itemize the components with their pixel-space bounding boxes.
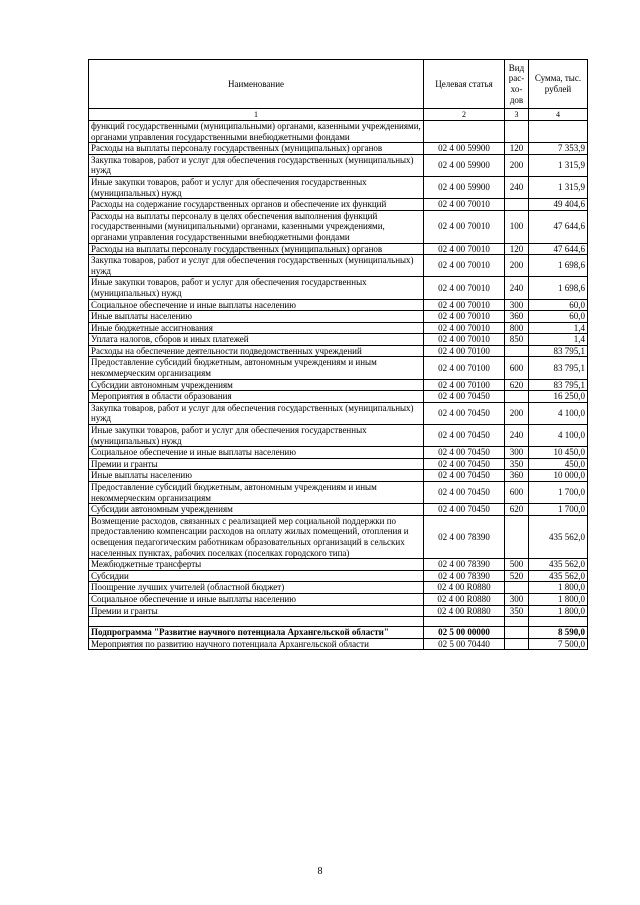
row-code: 02 4 00 70010 — [424, 299, 505, 311]
row-sum: 1 800,0 — [529, 582, 588, 594]
table-row — [89, 299, 588, 311]
row-vid: 240 — [505, 176, 529, 198]
table-row — [89, 379, 588, 391]
row-name: Иные бюджетные ассигнования — [89, 322, 424, 334]
row-name: Расходы на выплаты персоналу государственных (муниципальных) органов — [89, 243, 424, 255]
row-vid: 350 — [505, 458, 529, 470]
row-vid: 300 — [505, 299, 529, 311]
table-row — [89, 402, 588, 424]
row-vid: 850 — [505, 334, 529, 346]
row-code: 02 4 00 70450 — [424, 402, 505, 424]
row-name: Иные выплаты населению — [89, 470, 424, 482]
row-name: Расходы на содержание государственных органов и обеспечение их функций — [89, 199, 424, 211]
row-name: Субсидии автономным учреждениям — [89, 504, 424, 516]
row-vid: 200 — [505, 255, 529, 277]
row-sum: 10 450,0 — [529, 447, 588, 459]
row-sum: 1,4 — [529, 334, 588, 346]
table-row — [89, 470, 588, 482]
page-number: 8 — [317, 866, 323, 877]
row-name: Расходы на выплаты персоналу государственных (муниципальных) органов — [89, 143, 424, 155]
row-sum: 1 800,0 — [529, 593, 588, 605]
row-name: Иные закупки товаров, работ и услуг для обеспечения государственных (муниципальных) нужд — [89, 277, 424, 299]
row-code — [424, 617, 505, 627]
row-sum: 1 800,0 — [529, 605, 588, 617]
row-vid: 620 — [505, 504, 529, 516]
col-num-1: 1 — [89, 109, 424, 121]
row-name: Межбюджетные трансферты — [89, 559, 424, 571]
row-name: Мероприятия в области образования — [89, 391, 424, 403]
row-code: 02 4 00 78390 — [424, 570, 505, 582]
row-code: 02 4 00 70450 — [424, 447, 505, 459]
row-code: 02 4 00 R0880 — [424, 605, 505, 617]
row-name: Премии и гранты — [89, 458, 424, 470]
table-row — [89, 627, 588, 639]
col-num-4: 4 — [529, 109, 588, 121]
row-code: 02 4 00 70450 — [424, 470, 505, 482]
row-code: 02 4 00 59900 — [424, 143, 505, 155]
row-vid: 360 — [505, 311, 529, 323]
row-sum: 1 700,0 — [529, 482, 588, 504]
row-name: Возмещение расходов, связанных с реализацией мер социальной поддержки по предоставлению компенсации расходов на оплату жилых помещений, отопления и освещения педагогическим работникам образовательных организаций в сельских населенных пунктах, рабочих поселках (поселках городского типа) — [89, 515, 424, 558]
row-sum: 4 100,0 — [529, 425, 588, 447]
table-row — [89, 345, 588, 357]
row-vid: 200 — [505, 402, 529, 424]
row-vid — [505, 617, 529, 627]
row-vid: 360 — [505, 470, 529, 482]
row-name: Субсидии — [89, 570, 424, 582]
row-sum: 16 250,0 — [529, 391, 588, 403]
row-code: 02 4 00 70010 — [424, 277, 505, 299]
table-row — [89, 322, 588, 334]
row-name: Мероприятия по развитию научного потенциала Архангельской области — [89, 638, 424, 650]
row-name: Премии и гранты — [89, 605, 424, 617]
row-vid — [505, 391, 529, 403]
row-sum: 7 353,9 — [529, 143, 588, 155]
row-vid: 600 — [505, 482, 529, 504]
row-name: Предоставление субсидий бюджетным, автономным учреждениям и иным некоммерческим организациям — [89, 357, 424, 379]
row-sum: 8 590,0 — [529, 627, 588, 639]
row-name: Закупка товаров, работ и услуг для обеспечения государственных (муниципальных) нужд — [89, 154, 424, 176]
table-row — [89, 199, 588, 211]
row-code: 02 5 00 00000 — [424, 627, 505, 639]
row-vid: 300 — [505, 593, 529, 605]
row-vid: 120 — [505, 243, 529, 255]
table-row — [89, 357, 588, 379]
row-code: 02 4 00 R0880 — [424, 593, 505, 605]
row-sum: 4 100,0 — [529, 402, 588, 424]
budget-table — [88, 59, 588, 650]
row-vid — [505, 515, 529, 558]
row-name: Иные выплаты населению — [89, 311, 424, 323]
table-row — [89, 559, 588, 571]
row-sum: 49 404,6 — [529, 199, 588, 211]
row-code: 02 4 00 70100 — [424, 379, 505, 391]
row-name: Подпрограмма "Развитие научного потенциала Архангельской области" — [89, 627, 424, 639]
table-row — [89, 515, 588, 558]
row-name — [89, 617, 424, 627]
table-row — [89, 255, 588, 277]
row-name: Закупка товаров, работ и услуг для обеспечения государственных (муниципальных) нужд — [89, 402, 424, 424]
row-name: Социальное обеспечение и иные выплаты населению — [89, 447, 424, 459]
row-code: 02 4 00 78390 — [424, 515, 505, 558]
row-vid: 240 — [505, 277, 529, 299]
table-row — [89, 210, 588, 243]
row-vid: 600 — [505, 357, 529, 379]
row-vid — [505, 627, 529, 639]
col-num-2: 2 — [424, 109, 505, 121]
table-row — [89, 570, 588, 582]
table-row — [89, 605, 588, 617]
table-row — [89, 582, 588, 594]
row-code: 02 4 00 R0880 — [424, 582, 505, 594]
row-sum: 83 795,1 — [529, 379, 588, 391]
row-code: 02 4 00 59900 — [424, 176, 505, 198]
row-sum: 1 315,9 — [529, 176, 588, 198]
row-code: 02 4 00 70450 — [424, 482, 505, 504]
row-code: 02 4 00 70450 — [424, 425, 505, 447]
row-vid: 120 — [505, 143, 529, 155]
row-code: 02 4 00 70010 — [424, 334, 505, 346]
table-row — [89, 617, 588, 627]
table-row — [89, 391, 588, 403]
row-name: функций государственными (муниципальными) органами, казенными учреждениями, органами управления государственными внебюджетными фондами — [89, 121, 424, 143]
row-code: 02 4 00 70100 — [424, 357, 505, 379]
col-num-3: 3 — [505, 109, 529, 121]
row-sum: 1,4 — [529, 322, 588, 334]
row-name: Субсидии автономным учреждениям — [89, 379, 424, 391]
row-name: Поощрение лучших учителей (областной бюджет) — [89, 582, 424, 594]
row-sum — [529, 617, 588, 627]
row-vid: 350 — [505, 605, 529, 617]
row-sum: 435 562,0 — [529, 515, 588, 558]
row-sum: 47 644,6 — [529, 243, 588, 255]
table-row — [89, 176, 588, 198]
row-code: 02 4 00 70010 — [424, 322, 505, 334]
row-name: Закупка товаров, работ и услуг для обеспечения государственных (муниципальных) нужд — [89, 255, 424, 277]
table-row — [89, 154, 588, 176]
table-header-row — [89, 60, 588, 109]
row-vid — [505, 345, 529, 357]
column-number-row — [89, 109, 588, 121]
table-row — [89, 425, 588, 447]
table-row — [89, 482, 588, 504]
row-sum — [529, 121, 588, 143]
row-sum: 83 795,1 — [529, 357, 588, 379]
row-name: Социальное обеспечение и иные выплаты населению — [89, 593, 424, 605]
row-vid: 500 — [505, 559, 529, 571]
row-code: 02 4 00 70450 — [424, 391, 505, 403]
row-vid: 300 — [505, 447, 529, 459]
row-code: 02 4 00 70450 — [424, 458, 505, 470]
row-name: Уплата налогов, сборов и иных платежей — [89, 334, 424, 346]
row-code: 02 4 00 70100 — [424, 345, 505, 357]
row-sum: 435 562,0 — [529, 559, 588, 571]
row-sum: 10 000,0 — [529, 470, 588, 482]
row-name: Предоставление субсидий бюджетным, автономным учреждениям и иным некоммерческим организациям — [89, 482, 424, 504]
row-vid: 520 — [505, 570, 529, 582]
row-sum: 1 698,6 — [529, 277, 588, 299]
header-vid: Вид рас-хо-дов — [505, 60, 529, 109]
row-vid: 800 — [505, 322, 529, 334]
row-vid — [505, 582, 529, 594]
row-sum: 450,0 — [529, 458, 588, 470]
row-code — [424, 121, 505, 143]
row-code: 02 4 00 70010 — [424, 243, 505, 255]
row-name: Иные закупки товаров, работ и услуг для обеспечения государственных (муниципальных) нужд — [89, 425, 424, 447]
row-code: 02 4 00 78390 — [424, 559, 505, 571]
row-sum: 7 500,0 — [529, 638, 588, 650]
row-vid — [505, 121, 529, 143]
row-code: 02 4 00 70450 — [424, 504, 505, 516]
row-vid: 200 — [505, 154, 529, 176]
row-code: 02 4 00 70010 — [424, 255, 505, 277]
row-sum: 1 315,9 — [529, 154, 588, 176]
table-row — [89, 277, 588, 299]
table-row — [89, 638, 588, 650]
row-code: 02 4 00 59900 — [424, 154, 505, 176]
row-vid: 240 — [505, 425, 529, 447]
row-name: Социальное обеспечение и иные выплаты населению — [89, 299, 424, 311]
row-sum: 1 698,6 — [529, 255, 588, 277]
row-sum: 60,0 — [529, 311, 588, 323]
row-code: 02 4 00 70010 — [424, 210, 505, 243]
row-sum: 83 795,1 — [529, 345, 588, 357]
table-row — [89, 458, 588, 470]
row-code: 02 5 00 70440 — [424, 638, 505, 650]
row-name: Расходы на обеспечение деятельности подведомственных учреждений — [89, 345, 424, 357]
row-sum: 60,0 — [529, 299, 588, 311]
row-sum: 435 562,0 — [529, 570, 588, 582]
header-code: Целевая статья — [424, 60, 505, 109]
table-row — [89, 243, 588, 255]
row-name: Расходы на выплаты персоналу в целях обеспечения выполнения функций государственными (муниципальными) органами, казенными учреждениями, органами управления государственными внебюджетными фондами — [89, 210, 424, 243]
table-row — [89, 447, 588, 459]
table-row — [89, 143, 588, 155]
row-code: 02 4 00 70010 — [424, 199, 505, 211]
row-vid: 100 — [505, 210, 529, 243]
row-name: Иные закупки товаров, работ и услуг для обеспечения государственных (муниципальных) нужд — [89, 176, 424, 198]
table-row — [89, 311, 588, 323]
table-row — [89, 504, 588, 516]
row-vid — [505, 199, 529, 211]
header-sum: Сумма, тыс. рублей — [529, 60, 588, 109]
table-body — [89, 121, 588, 650]
row-code: 02 4 00 70010 — [424, 311, 505, 323]
header-name: Наименование — [89, 60, 424, 109]
row-sum: 47 644,6 — [529, 210, 588, 243]
row-vid — [505, 638, 529, 650]
table-row — [89, 593, 588, 605]
row-vid: 620 — [505, 379, 529, 391]
table-row — [89, 334, 588, 346]
row-sum: 1 700,0 — [529, 504, 588, 516]
table-row — [89, 121, 588, 143]
